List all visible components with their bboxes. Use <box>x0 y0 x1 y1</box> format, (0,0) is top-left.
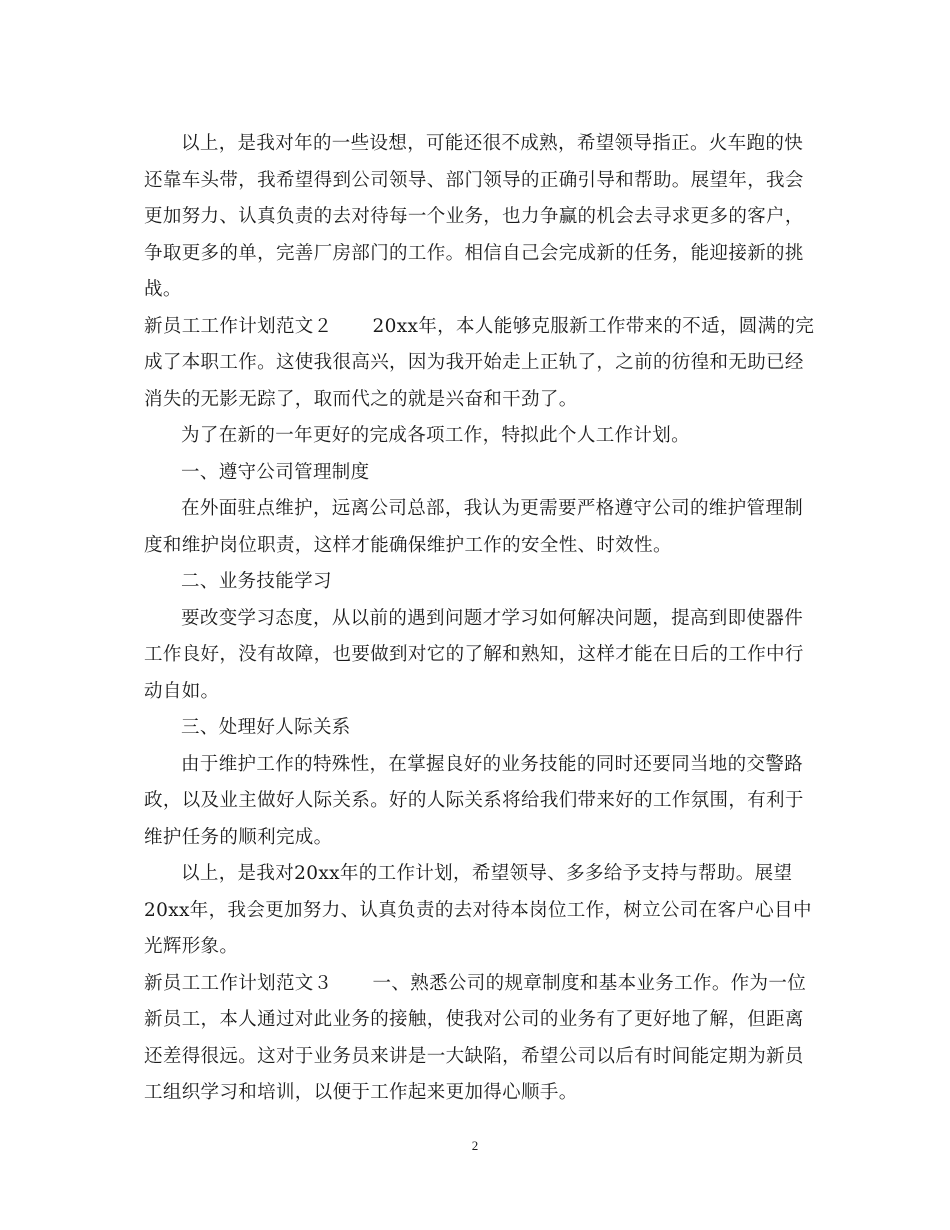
text-line: 政，以及业主做好人际关系。好的人际关系将给我们带来好的工作氛围，有利于 <box>144 790 804 811</box>
text-line: 为了在新的一年更好的完成各项工作，特拟此个人工作计划。 <box>181 425 690 446</box>
text-line: 消失的无影无踪了，取而代之的就是兴奋和干劲了。 <box>144 388 578 410</box>
text-line: 工作良好，没有故障，也要做到对它的了解和熟知，这样才能在日后的工作中行 <box>144 644 804 665</box>
text-line: 还靠车头带，我希望得到公司领导、部门领导的正确引导和帮助。展望年，我会 <box>144 169 804 191</box>
text-line: 维护任务的顺利完成。 <box>144 826 333 848</box>
section-heading: 新员工工作计划范文３ <box>144 972 333 994</box>
text-line: 新员工，本人通过对此业务的接触，使我对公司的业务有了更好地了解，但距离 <box>144 1009 804 1030</box>
text-line: 争取更多的单，完善厂房部门的工作。相信自己会完成新的任务，能迎接新的挑 <box>144 242 804 264</box>
page-number: 2 <box>471 1138 479 1153</box>
text-line: 以上，是我对20xx年的工作计划，希望领导、多多给予支持与帮助。展望 <box>181 863 793 884</box>
text-line: 要改变学习态度，从以前的遇到问题才学习如何解决问题，提高到即使器件 <box>181 607 804 629</box>
section-heading: 新员工工作计划范文２ <box>144 315 333 337</box>
document-body <box>144 126 815 1112</box>
text-line: 动自如。 <box>144 680 220 702</box>
text-line: 光辉形象。 <box>144 936 239 957</box>
text-line: 战。 <box>144 279 182 300</box>
text-line: 由于维护工作的特殊性，在掌握良好的业务技能的同时还要同当地的交警路 <box>181 753 804 775</box>
text-line: 度和维护岗位职责，这样才能确保维护工作的安全性、时效性。 <box>144 534 672 556</box>
section-line <box>144 309 815 346</box>
text-line: 以上，是我对年的一些设想，可能还很不成熟，希望领导指正。火车跑的快 <box>181 133 804 154</box>
text-run: 一、熟悉公司的规章制度和基本业务工作。作为一位 <box>372 972 807 994</box>
text-line: 20xx年，我会更加努力、认真负责的去对待本岗位工作，树立公司在客户心目中 <box>144 899 812 921</box>
text-line: 更加努力、认真负责的去对待每一个业务，也力争赢的机会去寻求更多的客户， <box>144 206 804 227</box>
text-line: 成了本职工作。这使我很高兴，因为我开始走上正轨了，之前的彷徨和无助已经 <box>144 352 804 373</box>
text-line: 还差得很远。这对于业务员来讲是一大缺陷，希望公司以后有时间能定期为新员 <box>144 1045 804 1067</box>
section-line <box>144 966 807 1003</box>
subheading-line: 一、遵守公司管理制度 <box>181 461 370 483</box>
subheading-line: 二、业务技能学习 <box>181 571 332 592</box>
subheading-line: 三、处理好人际关系 <box>181 717 351 738</box>
text-line: 工组织学习和培训，以便于工作起来更加得心顺手。 <box>144 1082 578 1103</box>
text-line: 在外面驻点维护，远离公司总部，我认为更需要严格遵守公司的维护管理制 <box>181 498 804 519</box>
text-run: 20xx年，本人能够克服新工作带来的不适，圆满的完 <box>372 315 815 337</box>
